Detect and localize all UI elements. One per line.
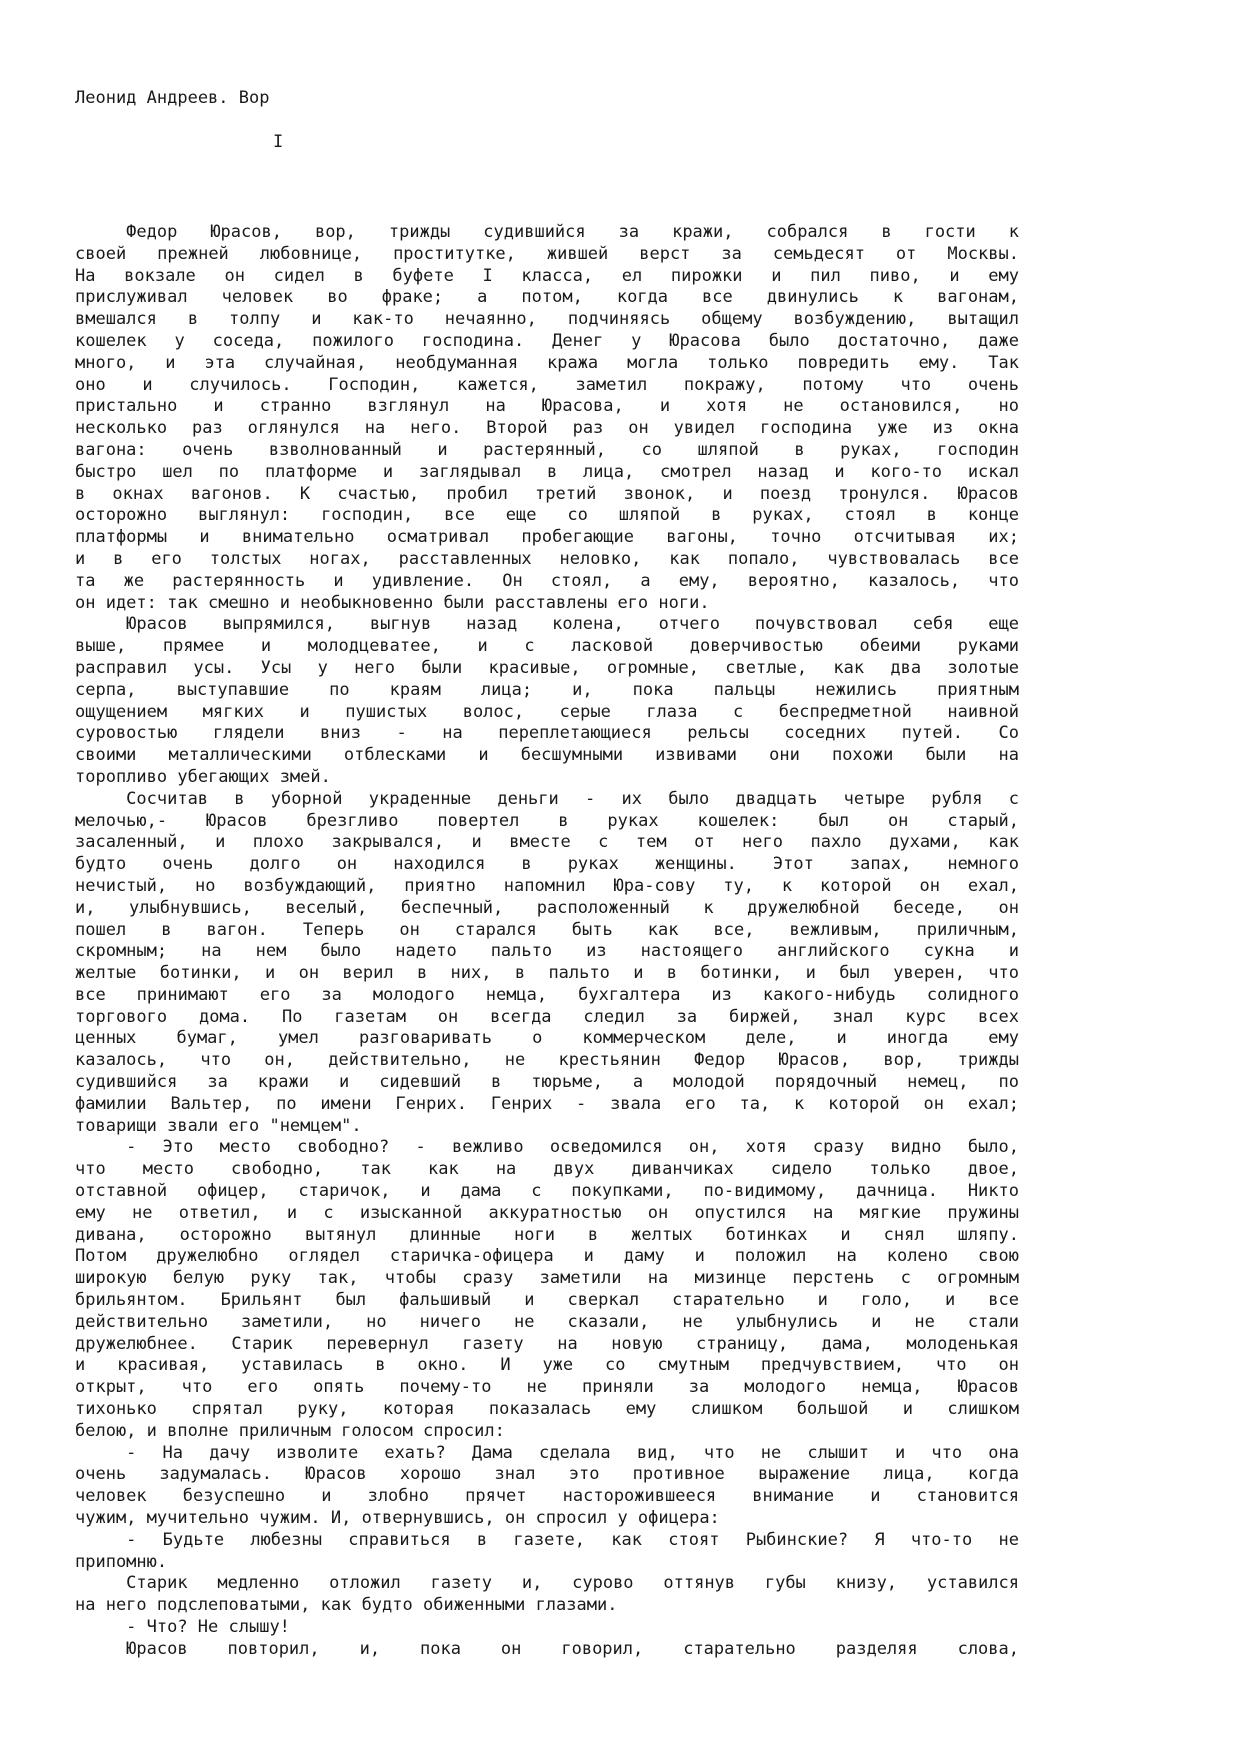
text-line: - Это место свободно? - вежливо осведомился он, хотя сразу видно было, — [126, 1137, 1019, 1158]
text-line: пошел в вагон. Теперь он старался быть как все, вежливым, приличным, — [75, 919, 1019, 940]
text-line: чужим, мучительно чужим. И, отвернувшись, он спросил у офицера: — [75, 1508, 720, 1529]
text-line: мелочью,- Юрасов брезгливо повертел в руках кошелек: был он старый, — [75, 810, 1019, 831]
text-line: все принимают его за молодого немца, бухгалтера из какого-нибудь солидного — [75, 984, 1019, 1005]
text-line: Старик медленно отложил газету и, сурово оттянув губы книзу, уставился — [126, 1573, 1019, 1594]
text-line: ему не ответил, и с изысканной аккуратностью он опустился на мягкие пружины — [75, 1202, 1019, 1223]
text-line: засаленный, и плохо закрывался, и вместе с тем от него пахло духами, как — [75, 832, 1019, 853]
text-line: нечистый, но возбуждающий, приятно напомнил Юра-сову ту, к которой он ехал, — [75, 875, 1019, 896]
text-line: много, и эта случайная, необдуманная кража могла только повредить ему. Так — [75, 352, 1019, 373]
text-line: торопливо убегающих змей. — [75, 766, 331, 787]
text-line: - Будьте любезны справиться в газете, как стоят Рыбинские? Я что-то не — [126, 1529, 1019, 1550]
body-text — [75, 222, 1019, 1661]
text-line: судившийся за кражи и сидевший в тюрьме, а молодой порядочный немец, по — [75, 1072, 1019, 1093]
text-line: брильянтом. Брильянт был фальшивый и сверкал старательно и голо, и все — [75, 1290, 1019, 1311]
text-line: Потом дружелюбно оглядел старичка-офицера и даму и положил на колено свою — [75, 1246, 1019, 1267]
text-line: он идет: так смешно и необыкновенно были расставлены его ноги. — [75, 592, 710, 613]
text-line: товарищи звали его "немцем". — [75, 1115, 362, 1136]
document-title: Леонид Андреев. Вор — [75, 88, 270, 108]
text-line: Федор Юрасов, вор, трижды судившийся за кражи, собрался в гости к — [126, 222, 1019, 242]
text-line: несколько раз оглянулся на него. Второй раз он увидел господина уже из окна — [75, 418, 1019, 439]
text-line: человек безуспешно и злобно прячет насторожившееся внимание и становится — [75, 1486, 1019, 1507]
text-line: та же растерянность и удивление. Он стоял, а ему, вероятно, казалось, что — [75, 570, 1019, 591]
text-line: дивана, осторожно вытянул длинные ноги в желтых ботинках и снял шляпу. — [75, 1224, 1019, 1245]
text-line: желтые ботинки, и он верил в них, в пальто и в ботинки, и был уверен, что — [75, 963, 1019, 984]
text-line: припомню. — [75, 1551, 168, 1572]
text-line: фамилии Вальтер, по имени Генрих. Генрих - звала его та, к которой он ехал; — [75, 1093, 1019, 1114]
text-line: Юрасов повторил, и, пока он говорил, старательно разделяя слова, — [126, 1638, 1019, 1659]
text-line: серпа, выступавшие по краям лица; и, пока пальцы нежились приятным — [75, 679, 1019, 700]
text-line: скромным; на нем было надето пальто из настоящего английского сукна и — [75, 941, 1019, 962]
text-line: На вокзале он сидел в буфете I класса, ел пирожки и пил пиво, и ему — [75, 265, 1019, 286]
text-line: Юрасов выпрямился, выгнув назад колена, отчего почувствовал себя еще — [126, 614, 1019, 635]
text-line: - Что? Не слышу! — [126, 1617, 290, 1637]
text-line: и красивая, уставилась в окно. И уже со смутным предчувствием, что он — [75, 1355, 1019, 1376]
text-line: в окнах вагонов. К счастью, пробил третий звонок, и поезд тронулся. Юрасов — [75, 483, 1019, 504]
text-line: кошелек у соседа, пожилого господина. Денег у Юрасова было достаточно, даже — [75, 330, 1019, 351]
text-line: на него подслеповатыми, как будто обиженными глазами. — [75, 1595, 618, 1616]
text-line: ценных бумаг, умел разговаривать о коммерческом деле, и иногда ему — [75, 1028, 1019, 1049]
text-line: вагона: очень взволнованный и растерянный, со шляпой в руках, господин — [75, 439, 1019, 460]
text-line: пристально и странно взглянул на Юрасова, и хотя не остановился, но — [75, 396, 1019, 417]
text-line: действительно заметили, но ничего не сказали, не улыбнулись и не стали — [75, 1311, 1019, 1332]
text-line: быстро шел по платформе и заглядывал в лица, смотрел назад и кого-то искал — [75, 461, 1019, 482]
text-line: суровостью глядели вниз - на переплетающиеся рельсы соседних путей. Со — [75, 723, 1019, 744]
text-line: вмешался в толпу и как-то нечаянно, подчиняясь общему возбуждению, вытащил — [75, 309, 1019, 330]
text-line: широкую белую руку так, чтобы сразу заметили на мизинце перстень с огромным — [75, 1268, 1019, 1289]
text-line: очень задумалась. Юрасов хорошо знал это противное выражение лица, когда — [75, 1464, 1019, 1485]
text-line: и в его толстых ногах, расставленных неловко, как попало, чувствовалась все — [75, 548, 1019, 569]
text-line: выше, прямее и молодцеватее, и с ласковой доверчивостью обеими руками — [75, 636, 1019, 657]
text-line: оно и случилось. Господин, кажется, заметил покражу, потому что очень — [75, 374, 1019, 395]
text-line: и, улыбнувшись, веселый, беспечный, расположенный к дружелюбной беседе, он — [75, 897, 1019, 918]
text-line: платформы и внимательно осматривал пробегающие вагоны, точно отсчитывая их; — [75, 527, 1019, 548]
text-line: расправил усы. Усы у него были красивые, огромные, светлые, как два золотые — [75, 657, 1019, 678]
text-line: своими металлическими отблесками и бесшумными извивами они похожи были на — [75, 745, 1019, 766]
text-line: что место свободно, так как на двух диванчиках сидело только двое, — [75, 1159, 1019, 1180]
text-line: открыт, что его опять почему-то не приняли за молодого немца, Юрасов — [75, 1377, 1019, 1398]
text-line: белою, и вполне приличным голосом спросил: — [75, 1420, 505, 1441]
text-line: - На дачу изволите ехать? Дама сделала вид, что не слышит и что она — [126, 1442, 1019, 1463]
text-line: торгового дома. По газетам он всегда следил за биржей, знал курс всех — [75, 1006, 1019, 1027]
chapter-number: I — [273, 132, 284, 152]
text-line: отставной офицер, старичок, и дама с покупками, по-видимому, дачница. Никто — [75, 1181, 1019, 1202]
text-line: ощущением мягких и пушистых волос, серые глаза с беспредметной наивной — [75, 701, 1019, 722]
text-line: тихонько спрятал руку, которая показалась ему слишком большой и слишком — [75, 1399, 1019, 1420]
text-line: дружелюбнее. Старик перевернул газету на новую страницу, дама, молоденькая — [75, 1333, 1019, 1354]
text-line: прислуживал человек во фраке; а потом, когда все двинулись к вагонам, — [75, 287, 1019, 308]
text-line: казалось, что он, действительно, не крестьянин Федор Юрасов, вор, трижды — [75, 1050, 1019, 1071]
text-line: своей прежней любовнице, проститутке, жившей верст за семьдесят от Москвы. — [75, 243, 1019, 264]
text-line: осторожно выглянул: господин, все еще со шляпой в руках, стоял в конце — [75, 505, 1019, 526]
text-line: будто очень долго он находился в руках женщины. Этот запах, немного — [75, 854, 1019, 875]
text-line: Сосчитав в уборной украденные деньги - их было двадцать четыре рубля с — [126, 788, 1019, 809]
